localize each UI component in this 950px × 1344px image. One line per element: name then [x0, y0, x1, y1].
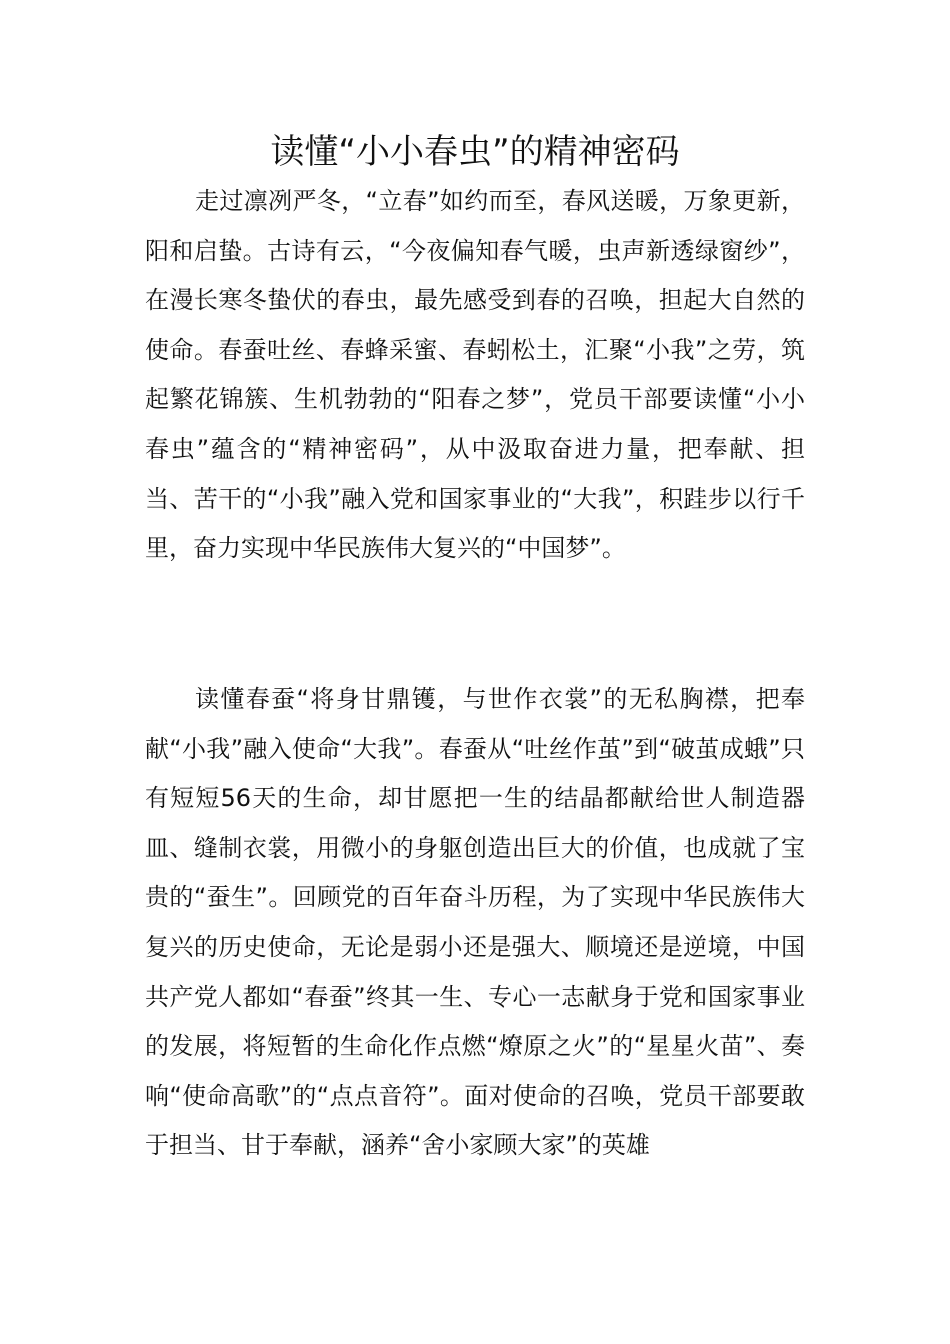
paragraph-1: 走过凛冽严冬，“立春”如约而至，春风送暖，万象更新，阳和启蛰。古诗有云，“今夜偏知春气暖，虫声新透绿窗纱”，在漫长寒冬蛰伏的春虫，最先感受到春的召唤，担起大自然的使命。春蚕吐丝、春蜂采蜜、春蚓松土，汇聚“小我”之劳，筑起繁花锦簇、生机勃勃的“阳春之梦”，党员干部要读懂“小小春虫”蕴含的“精神密码”，从中汲取奋进力量，把奉献、担当、苦干的“小我”融入党和国家事业的“大我”，积跬步以行千里，奋力实现中华民族伟大复兴的“中国梦”。	[145, 187, 805, 563]
paragraph-2: 读懂春蚕“将身甘鼎镬，与世作衣裳”的无私胸襟，把奉献“小我”融入使命“大我”。春蚕从“吐丝作茧”到“破茧成蛾”只有短短56天的生命，却甘愿把一生的结晶都献给世人制造器皿、缝制衣裳，用微小的身躯创造出巨大的价值，也成就了宝贵的“蚕生”。回顾党的百年奋斗历程，为了实现中华民族伟大复兴的历史使命，无论是弱小还是强大、顺境还是逆境，中国共产党人都如“春蚕”终其一生、专心一志献身于党和国家事业的发展，将短暂的生命化作点燃“燎原之火”的“星星火苗”、奏响“使命高歌”的“点点音符”。面对使命的召唤，党员干部要敢于担当、甘于奉献，涵养“舍小家顾大家”的英雄	[145, 685, 805, 1160]
document-title: 读懂“小小春虫”的精神密码	[270, 132, 680, 172]
